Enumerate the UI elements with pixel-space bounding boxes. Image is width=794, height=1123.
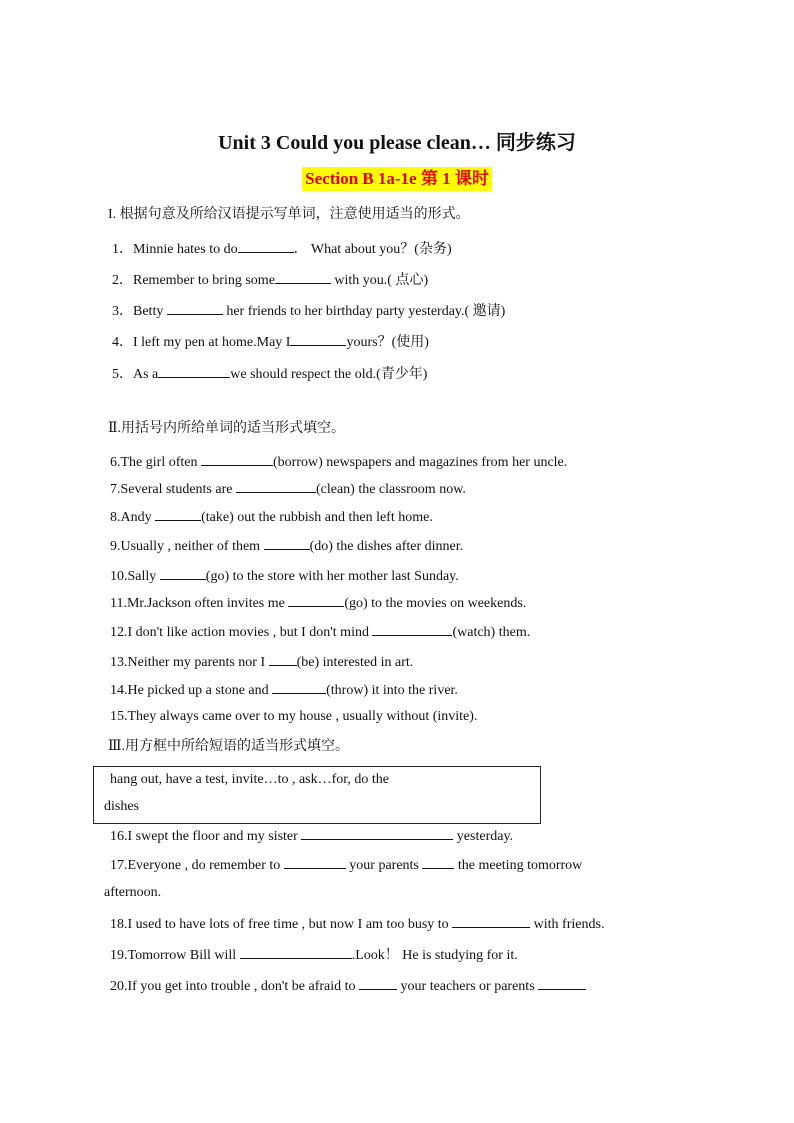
- exercise-item: [110, 708, 477, 726]
- section3-heading: Ⅲ.用方框中所给短语的适当形式填空。: [108, 739, 349, 754]
- exercise-item: [110, 535, 463, 556]
- item-text: afternoon.: [104, 885, 162, 900]
- exercise-item: [110, 451, 567, 472]
- exercise-item: [110, 506, 433, 527]
- item-text: yesterday.: [453, 829, 514, 844]
- item-text: 1．Minnie hates to do: [112, 242, 238, 257]
- answer-blank[interactable]: [269, 651, 297, 666]
- exercise-item: [110, 651, 413, 672]
- answer-blank[interactable]: [238, 238, 294, 253]
- exercise-item: [112, 331, 429, 352]
- exercise-item: [110, 621, 530, 642]
- item-text: 13.Neither my parents nor I: [110, 655, 269, 670]
- exercise-item: [112, 363, 427, 384]
- answer-blank[interactable]: [201, 451, 273, 466]
- item-text: (watch) them.: [452, 625, 531, 640]
- item-text: (take) out the rubbish and then left home.: [201, 510, 433, 525]
- exercise-item: [110, 679, 458, 700]
- item-text: 3．Betty: [112, 304, 167, 319]
- item-text: 8.Andy: [110, 510, 156, 525]
- item-text: ． What about you？(杂务): [293, 242, 452, 257]
- item-text: 19.Tomorrow Bill will: [110, 948, 240, 963]
- item-text: your parents: [345, 858, 423, 873]
- item-text: 15.They always came over to my house , usually without (invite).: [110, 709, 478, 724]
- phrase-box: [93, 766, 541, 824]
- item-text: .Look！ He is studying for it.: [351, 948, 518, 963]
- item-text: 7.Several students are: [110, 482, 236, 497]
- subtitle-wrap: [0, 167, 794, 191]
- item-text: (do) the dishes after dinner.: [309, 539, 464, 554]
- answer-blank[interactable]: [167, 300, 223, 315]
- phrase-list-line: hang out, have a test, invite…to , ask…for, do the: [110, 772, 389, 787]
- item-text: (go) to the store with her mother last Sunday.: [205, 569, 459, 584]
- item-text: 10.Sally: [110, 569, 160, 584]
- item-text: (clean) the classroom now.: [315, 482, 466, 497]
- exercise-item: [112, 300, 505, 321]
- exercise-item: [110, 825, 513, 846]
- item-text: her friends to her birthday party yesterday.( 邀请): [222, 304, 506, 319]
- answer-blank[interactable]: [264, 535, 310, 550]
- item-text: (throw) it into the river.: [326, 683, 458, 698]
- section1-heading: I. 根据句意及所给汉语提示写单词，注意使用适当的形式。: [108, 207, 470, 222]
- answer-blank[interactable]: [160, 565, 206, 580]
- answer-blank[interactable]: [359, 975, 397, 990]
- item-text: 6.The girl often: [110, 455, 201, 470]
- item-text: 2．Remember to bring some: [112, 273, 275, 288]
- exercise-item-continued: [104, 884, 161, 902]
- item-text: 12.I don't like action movies , but I don't mind: [110, 625, 373, 640]
- item-text: 14.He picked up a stone and: [110, 683, 273, 698]
- item-text: 20.If you get into trouble , don't be afraid to: [110, 979, 360, 994]
- answer-blank[interactable]: [275, 269, 331, 284]
- item-text: 9.Usually , neither of them: [110, 539, 264, 554]
- answer-blank[interactable]: [236, 478, 316, 493]
- exercise-item: [112, 269, 428, 290]
- exercise-item: [112, 238, 452, 259]
- exercise-item: [110, 565, 459, 586]
- item-text: 18.I used to have lots of free time , but now I am too busy to: [110, 917, 453, 932]
- answer-blank[interactable]: [372, 621, 452, 636]
- item-text: (be) interested in art.: [296, 655, 414, 670]
- item-text: 11.Mr.Jackson often invites me: [110, 596, 289, 611]
- item-text: the meeting tomorrow: [454, 858, 583, 873]
- item-text: yours？(使用): [346, 335, 429, 350]
- exercise-item: [110, 913, 604, 934]
- answer-blank[interactable]: [272, 679, 326, 694]
- item-text: with friends.: [530, 917, 605, 932]
- exercise-item: [110, 944, 518, 965]
- section-subtitle: Section B 1a-1e 第 1 课时: [302, 167, 492, 191]
- section2-heading: Ⅱ.用括号内所给单词的适当形式填空。: [108, 421, 346, 436]
- answer-blank[interactable]: [452, 913, 530, 928]
- answer-blank[interactable]: [155, 506, 201, 521]
- answer-blank[interactable]: [422, 854, 454, 869]
- answer-blank[interactable]: [538, 975, 586, 990]
- item-text: (go) to the movies on weekends.: [344, 596, 527, 611]
- exercise-item: [110, 592, 526, 613]
- item-text: 4．I left my pen at home.May I: [112, 335, 291, 350]
- answer-blank[interactable]: [158, 363, 230, 378]
- answer-blank[interactable]: [284, 854, 346, 869]
- exercise-item: [110, 854, 582, 875]
- item-text: 17.Everyone , do remember to: [110, 858, 284, 873]
- item-text: 16.I swept the floor and my sister: [110, 829, 302, 844]
- answer-blank[interactable]: [240, 944, 352, 959]
- answer-blank[interactable]: [301, 825, 453, 840]
- item-text: (borrow) newspapers and magazines from her uncle.: [272, 455, 568, 470]
- item-text: 5．As a: [112, 367, 159, 382]
- exercise-item: [110, 478, 466, 499]
- page-title: Unit 3 Could you please clean… 同步练习: [218, 132, 576, 154]
- answer-blank[interactable]: [290, 331, 346, 346]
- phrase-list-line: dishes: [104, 799, 139, 814]
- item-text: we should respect the old.(青少年): [230, 367, 428, 382]
- item-text: your teachers or parents: [397, 979, 539, 994]
- exercise-item: [110, 975, 586, 996]
- item-text: with you.( 点心): [330, 273, 429, 288]
- answer-blank[interactable]: [288, 592, 344, 607]
